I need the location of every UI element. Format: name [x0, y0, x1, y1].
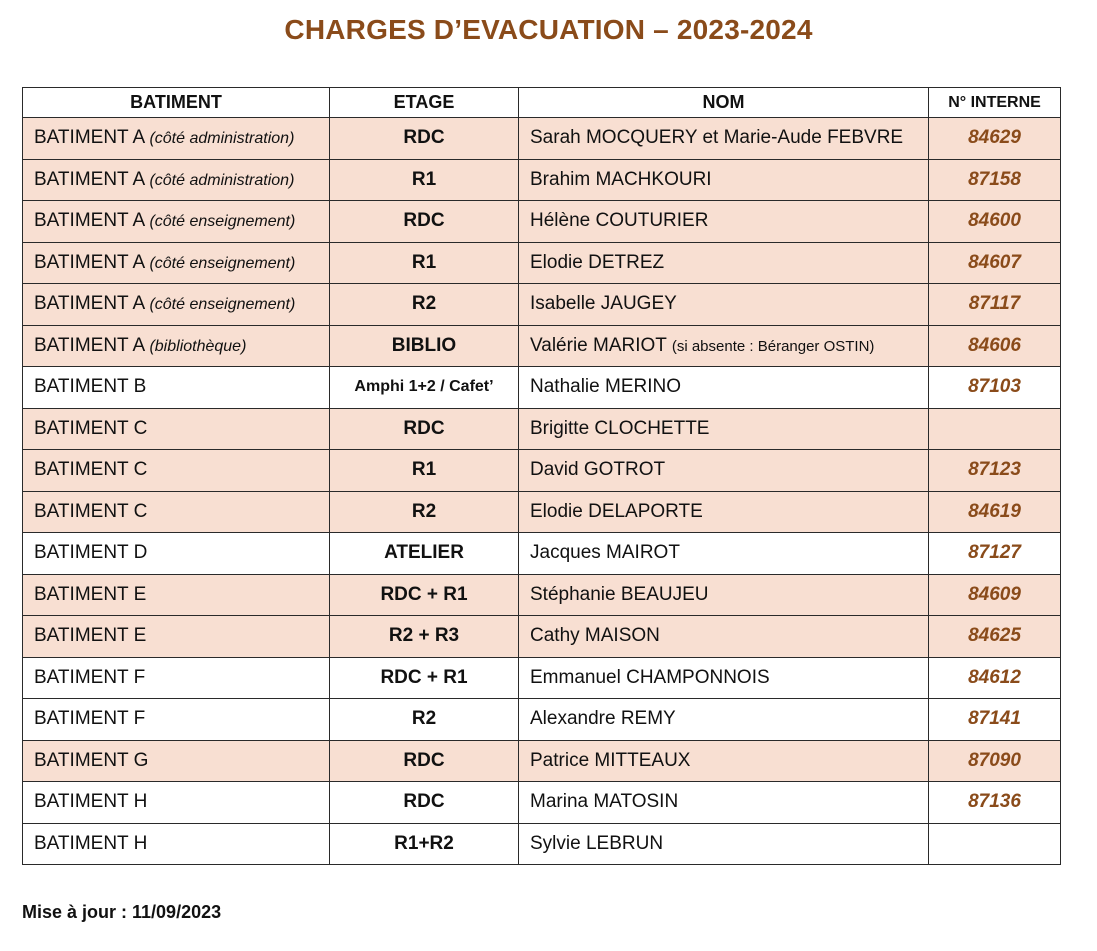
cell-nom: [519, 782, 929, 824]
cell-nom: [519, 823, 929, 865]
cell-numero-interne: 84619: [929, 491, 1061, 533]
cell-etage: RDC: [330, 118, 519, 160]
building-name: BATIMENT C: [34, 459, 148, 481]
cell-nom: [519, 118, 929, 160]
person-name: Cathy MAISON: [530, 625, 660, 647]
person-name: Brahim MACHKOURI: [530, 168, 712, 190]
table-row: [23, 823, 1061, 865]
cell-nom: [519, 491, 929, 533]
cell-batiment: [23, 118, 330, 160]
cell-batiment: [23, 367, 330, 409]
person-name: Patrice MITTEAUX: [530, 749, 691, 771]
building-name: BATIMENT D: [34, 542, 148, 564]
cell-nom: [519, 740, 929, 782]
table-row: [23, 657, 1061, 699]
cell-batiment: [23, 533, 330, 575]
building-note: (côté enseignement): [149, 296, 296, 314]
person-name: Elodie DETREZ: [530, 251, 665, 273]
cell-nom: [519, 284, 929, 326]
table-row: [23, 201, 1061, 243]
cell-etage: ATELIER: [330, 533, 519, 575]
building-name: BATIMENT F: [34, 666, 146, 688]
column-header-nom: NOM: [519, 88, 929, 118]
building-name: BATIMENT G: [34, 749, 149, 771]
cell-numero-interne: 87103: [929, 367, 1061, 409]
building-name: BATIMENT E: [34, 625, 147, 647]
building-note: (côté enseignement): [149, 254, 296, 272]
building-name: BATIMENT E: [34, 583, 147, 605]
building-note: (côté enseignement): [149, 213, 296, 231]
building-name: BATIMENT A: [34, 293, 145, 315]
person-name: Nathalie MERINO: [530, 376, 681, 398]
cell-etage: RDC: [330, 740, 519, 782]
table-row: [23, 740, 1061, 782]
table-row: [23, 242, 1061, 284]
table-row: [23, 491, 1061, 533]
cell-etage: R2 + R3: [330, 616, 519, 658]
building-name: BATIMENT C: [34, 500, 148, 522]
building-name: BATIMENT C: [34, 417, 148, 439]
table-body: [23, 118, 1061, 865]
building-name: BATIMENT B: [34, 376, 147, 398]
cell-numero-interne: [929, 408, 1061, 450]
building-name: BATIMENT A: [34, 210, 145, 232]
cell-etage: R2: [330, 699, 519, 741]
cell-nom: [519, 699, 929, 741]
person-name: Jacques MAIROT: [530, 542, 680, 564]
cell-batiment: [23, 491, 330, 533]
cell-batiment: [23, 616, 330, 658]
person-name: Valérie MARIOT: [530, 334, 667, 356]
person-name: Isabelle JAUGEY: [530, 293, 677, 315]
cell-numero-interne: 87158: [929, 159, 1061, 201]
cell-batiment: [23, 657, 330, 699]
cell-nom: [519, 367, 929, 409]
person-name: David GOTROT: [530, 459, 666, 481]
evacuation-table: [22, 87, 1061, 865]
table-row: [23, 284, 1061, 326]
cell-nom: [519, 242, 929, 284]
cell-batiment: [23, 325, 330, 367]
person-name: Emmanuel CHAMPONNOIS: [530, 666, 770, 688]
cell-numero-interne: 84612: [929, 657, 1061, 699]
building-name: BATIMENT F: [34, 708, 146, 730]
column-header-etage: ETAGE: [330, 88, 519, 118]
cell-batiment: [23, 740, 330, 782]
cell-etage: R2: [330, 284, 519, 326]
building-name: BATIMENT A: [34, 334, 145, 356]
cell-nom: [519, 450, 929, 492]
table-row: [23, 367, 1061, 409]
update-date: Mise à jour : 11/09/2023: [22, 902, 222, 922]
building-name: BATIMENT A: [34, 168, 145, 190]
cell-numero-interne: 84607: [929, 242, 1061, 284]
cell-batiment: [23, 201, 330, 243]
cell-nom: [519, 657, 929, 699]
cell-batiment: [23, 823, 330, 865]
person-name: Sylvie LEBRUN: [530, 832, 664, 854]
cell-numero-interne: 87117: [929, 284, 1061, 326]
person-name: Brigitte CLOCHETTE: [530, 417, 710, 439]
table-header-row: [23, 88, 1061, 118]
table-row: [23, 450, 1061, 492]
cell-numero-interne: 87123: [929, 450, 1061, 492]
table-row: [23, 325, 1061, 367]
cell-numero-interne: 84625: [929, 616, 1061, 658]
cell-numero-interne: 84606: [929, 325, 1061, 367]
table-row: [23, 408, 1061, 450]
cell-batiment: [23, 242, 330, 284]
cell-nom: [519, 408, 929, 450]
cell-nom: [519, 325, 929, 367]
cell-batiment: [23, 159, 330, 201]
cell-etage: RDC + R1: [330, 574, 519, 616]
building-note: (côté administration): [149, 171, 295, 189]
person-name: Alexandre REMY: [530, 708, 676, 730]
cell-numero-interne: 84609: [929, 574, 1061, 616]
cell-etage: RDC: [330, 201, 519, 243]
cell-nom: [519, 616, 929, 658]
building-name: BATIMENT A: [34, 251, 145, 273]
cell-numero-interne: 84629: [929, 118, 1061, 160]
person-name: Hélène COUTURIER: [530, 210, 709, 232]
cell-etage: Amphi 1+2 / Cafet’: [330, 367, 519, 409]
building-name: BATIMENT H: [34, 832, 148, 854]
cell-batiment: [23, 574, 330, 616]
cell-numero-interne: 87141: [929, 699, 1061, 741]
person-name: Marina MATOSIN: [530, 791, 679, 813]
cell-nom: [519, 533, 929, 575]
cell-etage: R1: [330, 159, 519, 201]
cell-numero-interne: [929, 823, 1061, 865]
cell-nom: [519, 201, 929, 243]
cell-numero-interne: 87090: [929, 740, 1061, 782]
building-note: (côté administration): [149, 130, 295, 148]
cell-numero-interne: 84600: [929, 201, 1061, 243]
cell-batiment: [23, 782, 330, 824]
cell-numero-interne: 87127: [929, 533, 1061, 575]
table-row: [23, 159, 1061, 201]
table-row: [23, 533, 1061, 575]
table-row: [23, 574, 1061, 616]
column-header-batiment: BATIMENT: [23, 88, 330, 118]
cell-etage: R1: [330, 242, 519, 284]
building-name: BATIMENT A: [34, 127, 145, 149]
cell-batiment: [23, 284, 330, 326]
cell-etage: RDC: [330, 408, 519, 450]
cell-etage: R2: [330, 491, 519, 533]
table-row: [23, 118, 1061, 160]
table-row: [23, 782, 1061, 824]
cell-etage: RDC: [330, 782, 519, 824]
column-header-numero-interne: N° INTERNE: [929, 88, 1061, 118]
cell-nom: [519, 159, 929, 201]
cell-batiment: [23, 450, 330, 492]
cell-batiment: [23, 408, 330, 450]
cell-numero-interne: 87136: [929, 782, 1061, 824]
table-row: [23, 699, 1061, 741]
person-name: Stéphanie BEAUJEU: [530, 583, 709, 605]
building-name: BATIMENT H: [34, 791, 148, 813]
cell-etage: R1+R2: [330, 823, 519, 865]
cell-etage: BIBLIO: [330, 325, 519, 367]
document-title: CHARGES D’EVACUATION – 2023-2024: [284, 14, 813, 45]
cell-batiment: [23, 699, 330, 741]
cell-nom: [519, 574, 929, 616]
person-name: Sarah MOCQUERY et Marie-Aude FEBVRE: [530, 127, 904, 149]
cell-etage: RDC + R1: [330, 657, 519, 699]
table-row: [23, 616, 1061, 658]
cell-etage: R1: [330, 450, 519, 492]
substitute-note: (si absente : Béranger OSTIN): [671, 337, 875, 355]
person-name: Elodie DELAPORTE: [530, 500, 703, 522]
building-note: (bibliothèque): [149, 337, 247, 355]
